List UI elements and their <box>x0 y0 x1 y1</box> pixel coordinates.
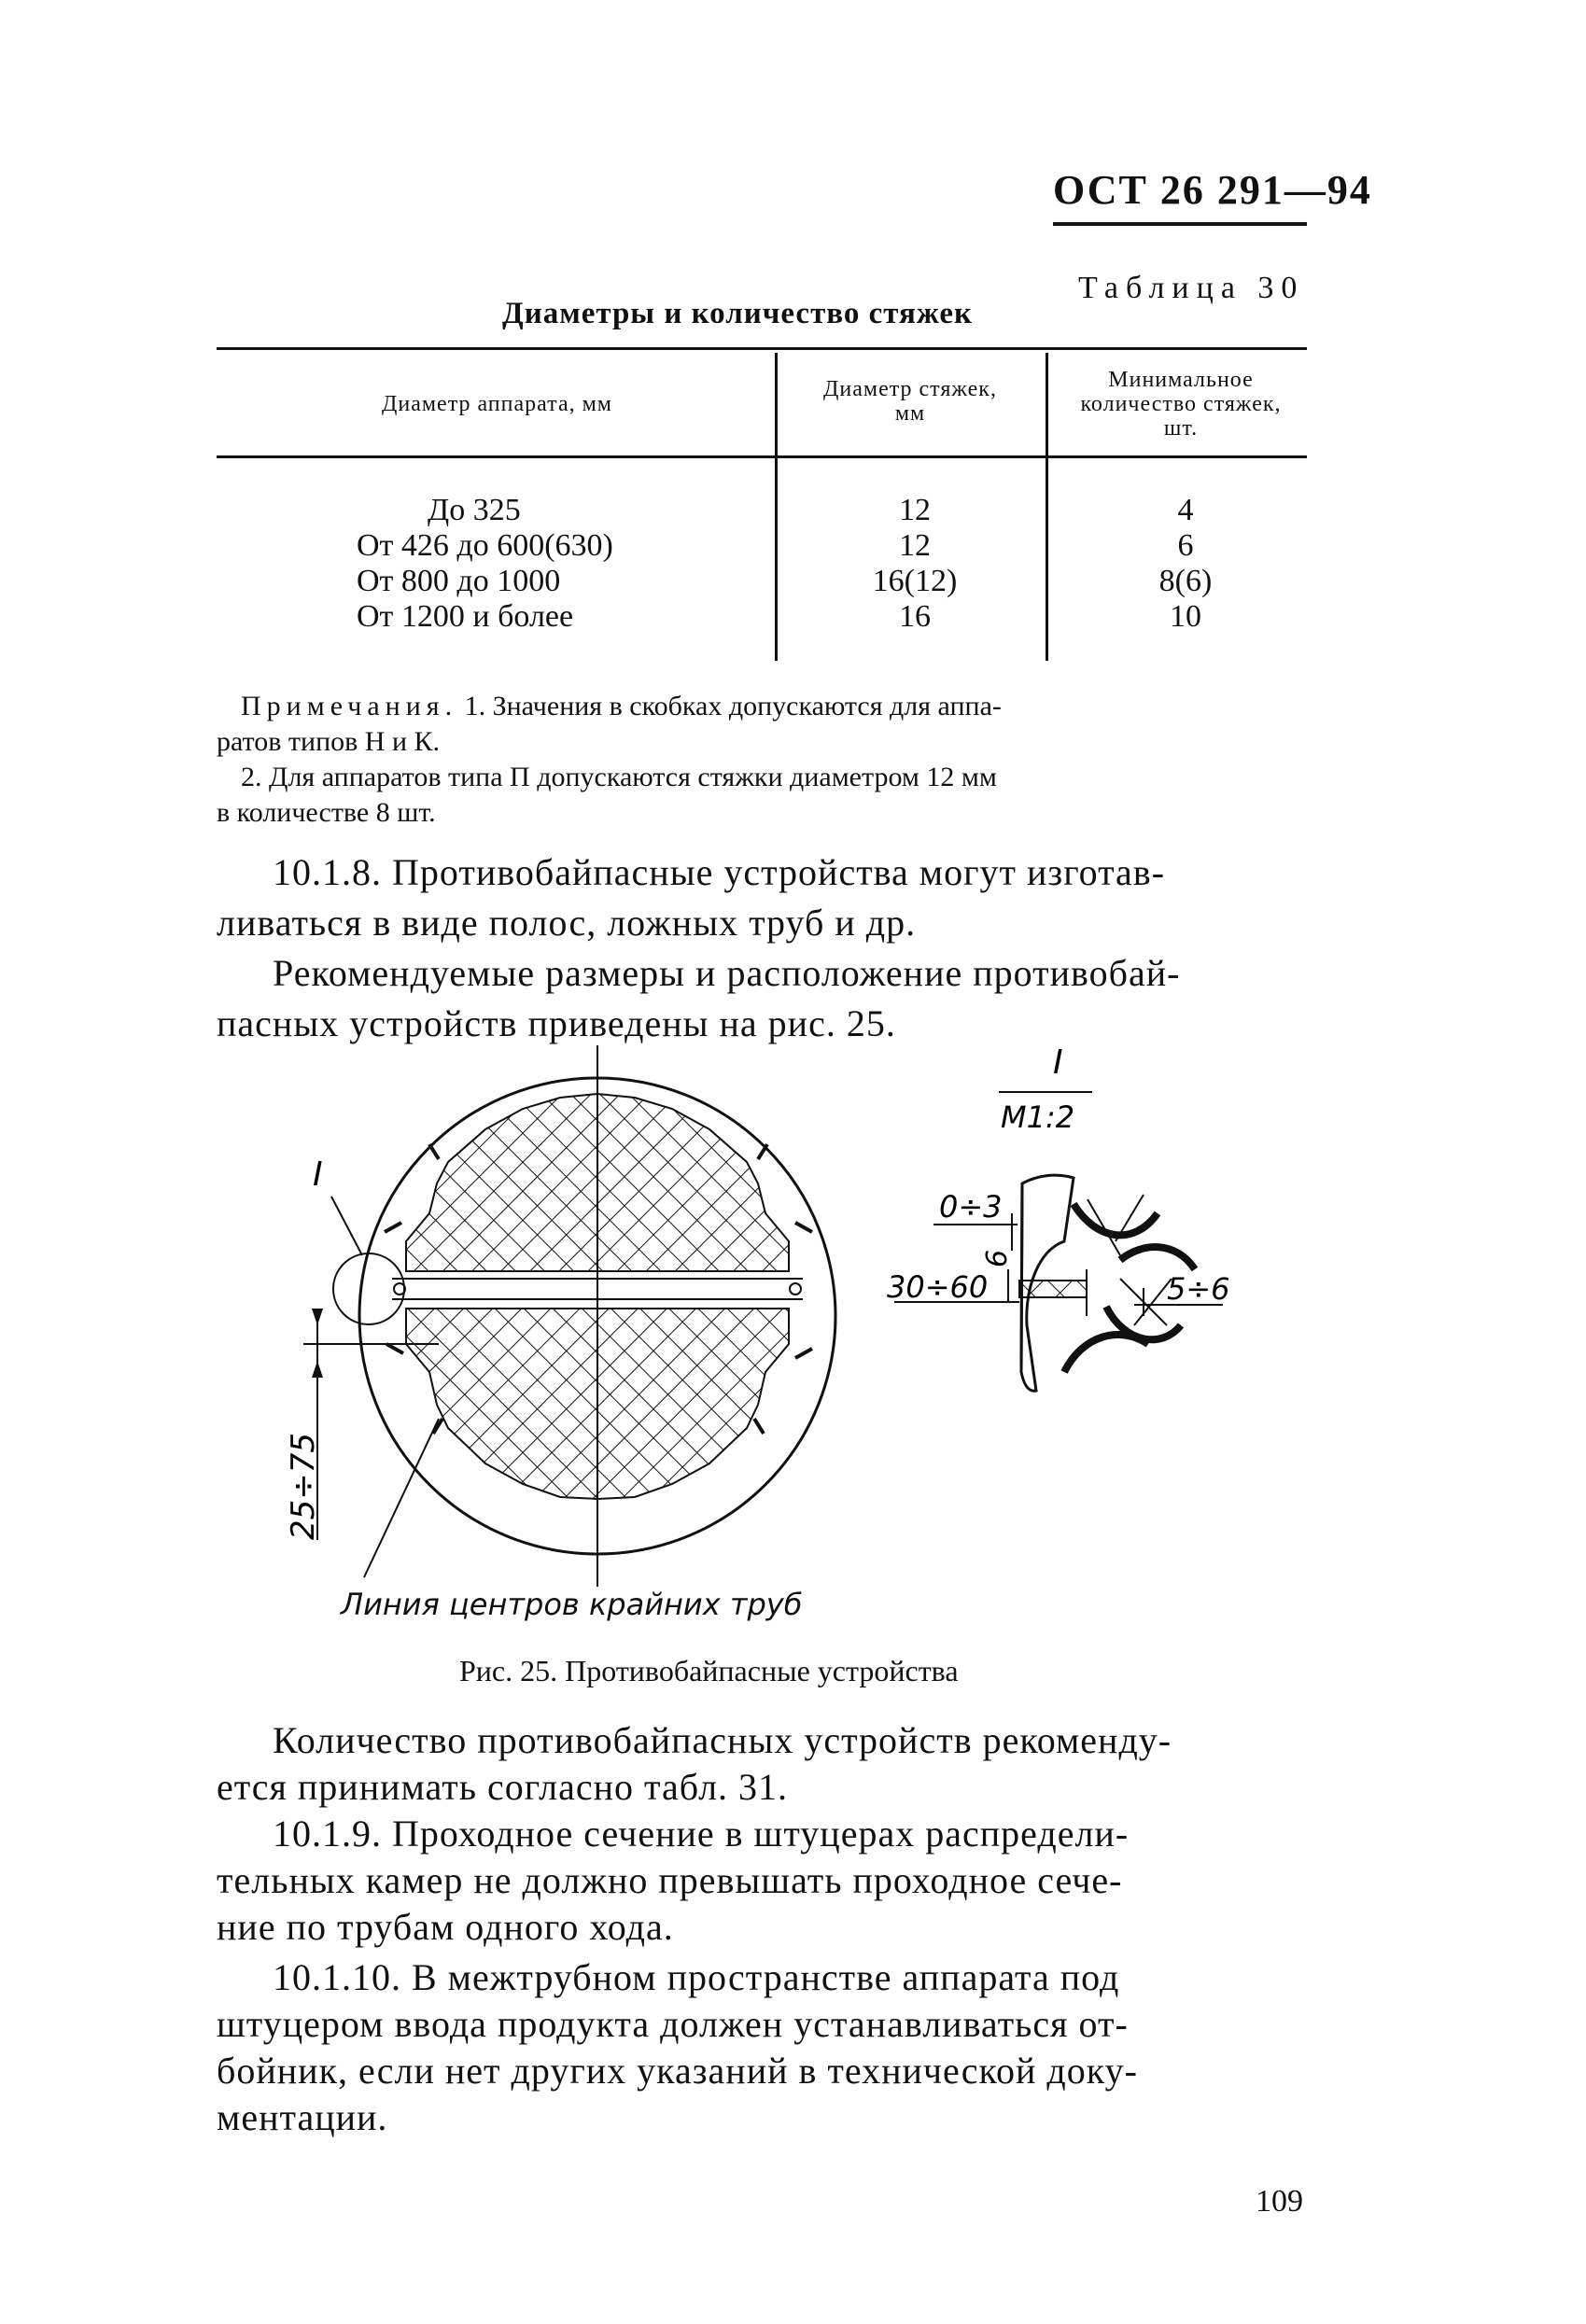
tube-centre-line-label: Линия центров крайних труб <box>341 1587 803 1622</box>
body-line: бойник, если нет других указаний в технической доку- <box>217 2050 1138 2092</box>
table-cell: 16(12) <box>872 564 958 598</box>
anti-bypass-strip-detail <box>1019 1281 1087 1297</box>
body-line: ние по трубам одного хода. <box>217 1906 674 1948</box>
table-title: Диаметры и количество стяжек <box>502 297 974 330</box>
table-header-cell: Минимальное количество стяжек, шт. <box>1080 368 1282 441</box>
note-1-line-2: ратов типов Н и К. <box>217 726 441 757</box>
table-header-cell: Диаметр стяжек, мм <box>823 377 997 426</box>
detail-scale: М1:2 <box>1001 1099 1075 1135</box>
dimension-depth: 5÷6 <box>1167 1271 1230 1307</box>
body-line: 10.1.10. В межтрубном пространстве аппарата под <box>273 1956 1120 1998</box>
dimension-gap: 0÷3 <box>939 1189 1003 1225</box>
note-2-line-2: в количестве 8 шт. <box>217 797 436 828</box>
body-line: тельных камер не должно превышать проходное сече- <box>217 1859 1123 1901</box>
table-cell: 8(6) <box>1158 564 1213 598</box>
tube-arc <box>1120 1247 1195 1269</box>
paragraph-10-1-8-line: Рекомендуемые размеры и расположение противобай- <box>273 952 1181 994</box>
body-line: штуцером ввода продукта должен устанавливаться от- <box>217 2003 1129 2045</box>
table-cell: 16 <box>899 599 931 634</box>
notes-label: Примечания. <box>241 691 458 721</box>
tube-region-lower <box>406 1309 789 1499</box>
table-cell: 12 <box>899 528 931 563</box>
dimension-thickness: 6 <box>981 1249 1014 1267</box>
body-line: ется принимать согласно табл. 31. <box>217 1766 789 1808</box>
table-cell: 6 <box>1177 528 1194 563</box>
table-cell: От 1200 и более <box>357 599 574 634</box>
body-line: ментации. <box>217 2096 388 2138</box>
table-cell: От 800 до 1000 <box>357 564 561 598</box>
page-number: 109 <box>1256 2184 1303 2219</box>
callout-label: I <box>313 1155 323 1194</box>
paragraph-10-1-8-line: 10.1.8. Противобайпасные устройства могут изготав- <box>273 851 1166 893</box>
body-line: 10.1.9. Проходное сечение в штуцерах распредели- <box>273 1813 1130 1855</box>
dimension-left: 25÷75 <box>285 1432 322 1540</box>
table-cell: 4 <box>1177 493 1194 527</box>
document-code: ОСТ 26 291—94 <box>1053 167 1372 213</box>
table-cell: От 426 до 600(630) <box>357 528 613 563</box>
table-number: Таблица 30 <box>1078 271 1305 305</box>
table-header-cell: Диаметр аппарата, мм <box>381 392 612 416</box>
figure-caption: Рис. 25. Противобайпасные устройства <box>459 1654 959 1687</box>
note-1-line-1: Примечания. 1. Значения в скобках допускаются для аппа- <box>241 691 1002 721</box>
body-line: Количество противобайпасных устройств рекоменду- <box>273 1719 1172 1761</box>
table-cell: До 325 <box>428 493 521 527</box>
dimension-width: 30÷60 <box>887 1269 989 1305</box>
paragraph-10-1-8-line: пасных устройств приведены на рис. 25. <box>217 1002 896 1044</box>
tube-arc <box>1074 1204 1158 1235</box>
note-2-line-1: 2. Для аппаратов типа П допускаются стяжки диаметром 12 мм <box>241 762 997 792</box>
paragraph-10-1-8-line: ливаться в виде полос, ложных труб и др. <box>217 902 917 944</box>
table-cell: 12 <box>899 493 931 527</box>
detail-title: I <box>1053 1043 1063 1082</box>
table-cell: 10 <box>1170 599 1201 634</box>
